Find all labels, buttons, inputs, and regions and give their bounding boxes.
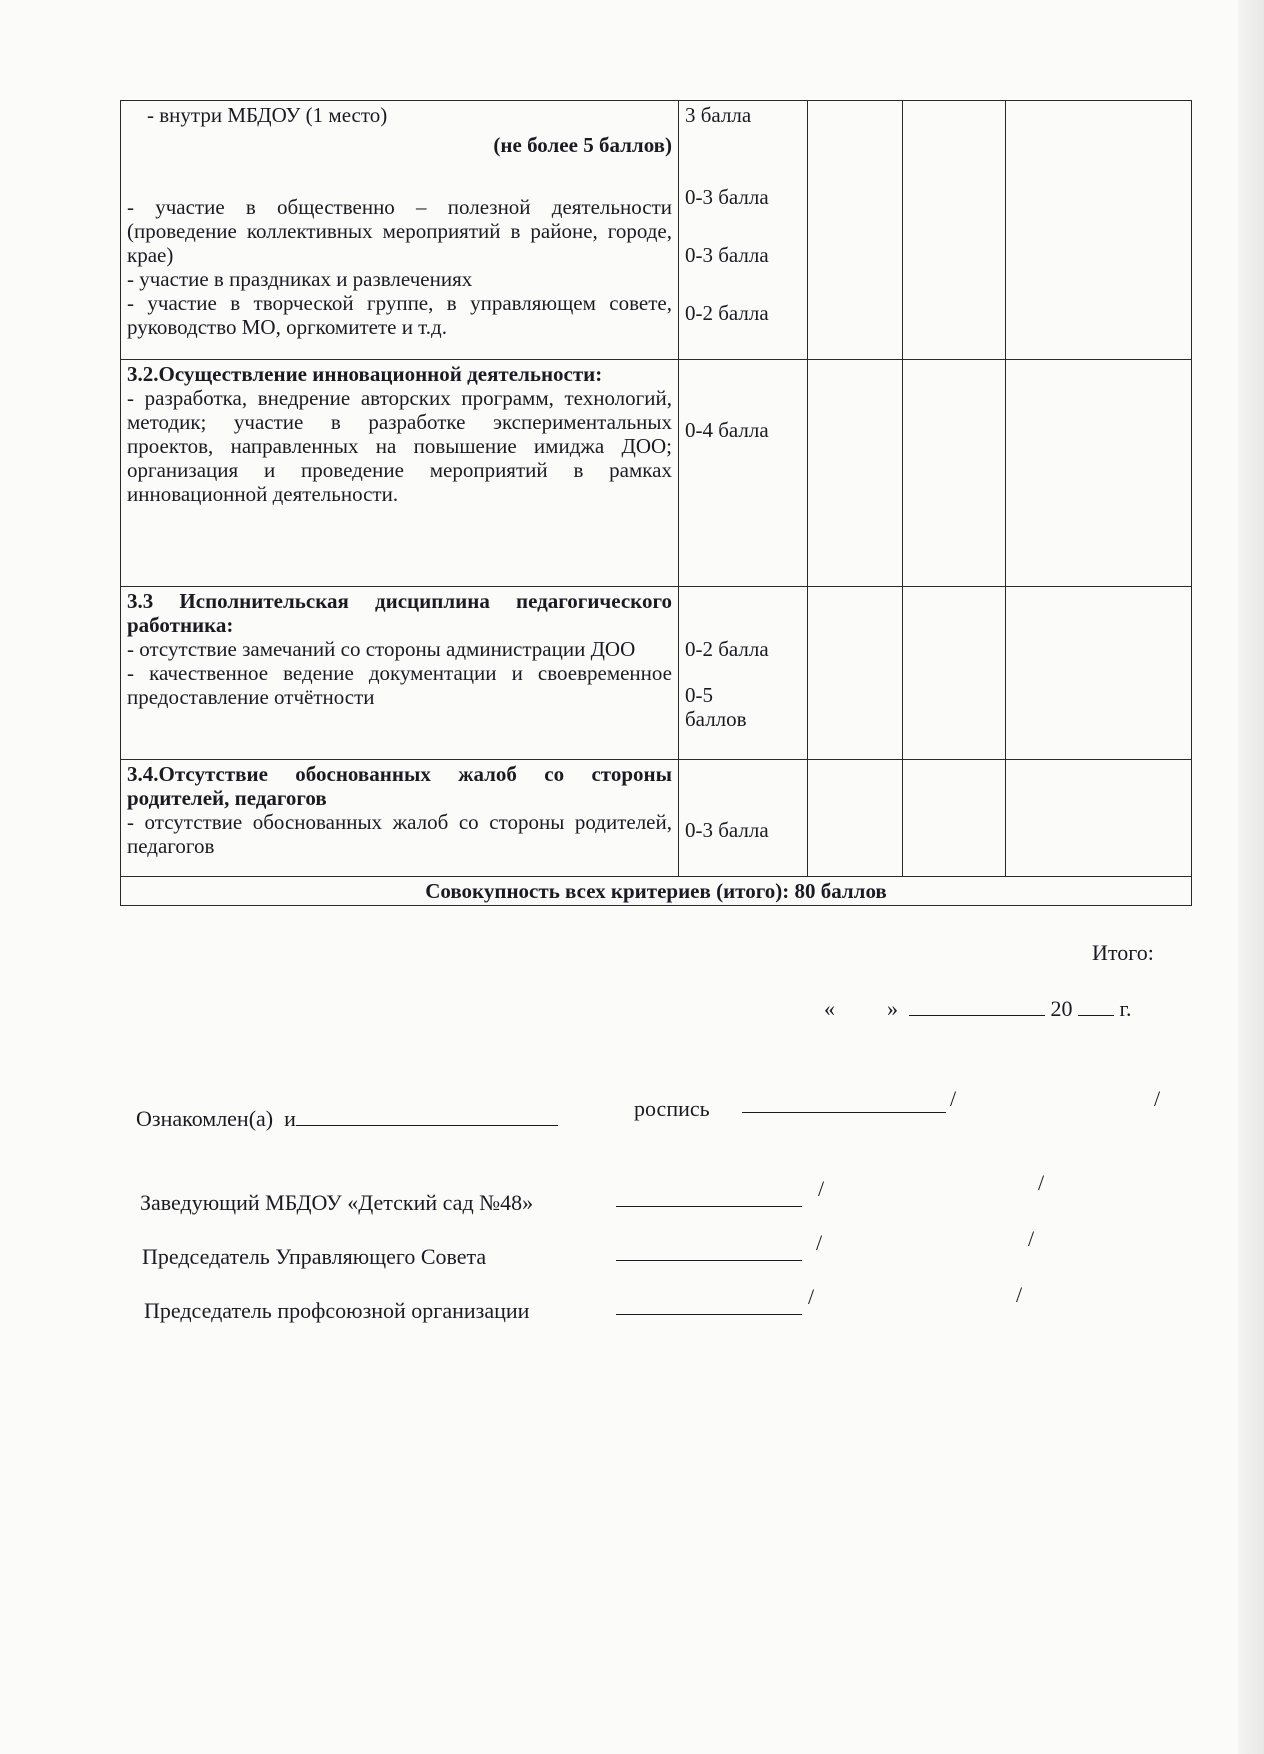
criterion-cell xyxy=(121,101,679,360)
date-close-quote: » xyxy=(887,996,898,1021)
slash: / xyxy=(816,1230,823,1255)
slash: / xyxy=(1038,1170,1045,1195)
points-value: 0-2 балла xyxy=(685,637,769,661)
council-signature-field[interactable] xyxy=(616,1242,802,1261)
slash: / xyxy=(1028,1226,1035,1251)
table-row xyxy=(121,360,1192,587)
criteria-table xyxy=(120,100,1192,906)
score-cell[interactable] xyxy=(808,760,903,877)
points-cell xyxy=(679,101,808,360)
table-row xyxy=(121,101,1192,360)
year-prefix: 20 xyxy=(1050,996,1073,1021)
criterion-line: - участие в творческой группе, в управляющем совете, руководство МО, оргкомитете и т.д. xyxy=(127,291,672,339)
points-value: 0-2 балла xyxy=(685,301,769,325)
table-row xyxy=(121,587,1192,760)
total-cell: Совокупность всех критериев (итого): 80 баллов xyxy=(121,877,1192,906)
points-value: 0-5 баллов xyxy=(685,683,747,731)
score-cell[interactable] xyxy=(903,360,1006,587)
month-field[interactable] xyxy=(909,997,1045,1016)
acquainted-field[interactable] xyxy=(296,1107,558,1126)
acquainted-line xyxy=(136,1106,558,1132)
criterion-cell xyxy=(121,760,679,877)
slash: / xyxy=(818,1176,825,1201)
slash: / xyxy=(1016,1282,1023,1307)
score-cell[interactable] xyxy=(903,587,1006,760)
criterion-line: - участие в общественно – полезной деятельности (проведение коллективных мероприятий в районе, городе, крае) xyxy=(127,195,672,267)
date-line xyxy=(824,996,1132,1022)
criterion-line: - качественное ведение документации и своевременное предоставление отчётности xyxy=(127,661,672,709)
score-cell[interactable] xyxy=(808,587,903,760)
criterion-heading: 3.2.Осуществление инновационной деятельности: xyxy=(127,362,603,386)
head-label: Заведующий МБДОУ «Детский сад №48» xyxy=(140,1190,534,1215)
points-cell xyxy=(679,587,808,760)
criterion-heading: 3.4.Отсутствие обоснованных жалоб со стороны родителей, педагогов xyxy=(127,762,672,810)
head-signature-field[interactable] xyxy=(616,1188,802,1207)
criterion-line: - участие в праздниках и развлечениях xyxy=(127,267,473,291)
page-edge-shadow xyxy=(1238,0,1264,1754)
criterion-cell xyxy=(121,360,679,587)
points-value: 0-3 балла xyxy=(685,185,769,209)
points-cell xyxy=(679,760,808,877)
points-value: 3 балла xyxy=(685,103,752,127)
criterion-line: - отсутствие замечаний со стороны администрации ДОО xyxy=(127,637,636,661)
union-signature-field[interactable] xyxy=(616,1296,802,1315)
total-row xyxy=(121,877,1192,906)
signature-label: роспись xyxy=(634,1096,710,1121)
criterion-text: - отсутствие обоснованных жалоб со стороны родителей, педагогов xyxy=(127,810,672,858)
score-cell[interactable] xyxy=(808,101,903,360)
table-row xyxy=(121,760,1192,877)
criterion-note: (не более 5 баллов) xyxy=(493,133,672,157)
score-cell[interactable] xyxy=(903,101,1006,360)
day-field[interactable] xyxy=(835,998,887,1016)
signature-field[interactable] xyxy=(742,1094,946,1113)
points-value: 0-3 балла xyxy=(685,243,769,267)
points-cell xyxy=(679,360,808,587)
score-cell[interactable] xyxy=(903,760,1006,877)
score-cell[interactable] xyxy=(808,360,903,587)
score-cell[interactable] xyxy=(1006,587,1192,760)
council-label: Председатель Управляющего Совета xyxy=(142,1244,487,1269)
year-field[interactable] xyxy=(1078,997,1114,1016)
year-suffix: г. xyxy=(1119,996,1132,1021)
criterion-line: - внутри МБДОУ (1 место) xyxy=(147,103,388,127)
score-cell[interactable] xyxy=(1006,101,1192,360)
slash: / xyxy=(1154,1086,1161,1111)
score-cell[interactable] xyxy=(1006,360,1192,587)
acquainted-label: Ознакомлен(а) и xyxy=(136,1106,296,1131)
points-value: 0-4 балла xyxy=(685,418,769,442)
criterion-cell xyxy=(121,587,679,760)
slash: / xyxy=(808,1284,815,1309)
criterion-text: - разработка, внедрение авторских программ, технологий, методик; участие в разработке экспериментальных проектов, направленных на повышение имиджа ДОО; организация и проведение мероприятий в рамках инновационной деятельности. xyxy=(127,386,672,506)
points-value: 0-3 балла xyxy=(685,818,769,842)
union-label: Председатель профсоюзной организации xyxy=(144,1298,530,1323)
criterion-heading: 3.3 Исполнительская дисциплина педагогического работника: xyxy=(127,589,672,637)
itogo-label: Итого: xyxy=(1092,940,1154,965)
score-cell[interactable] xyxy=(1006,760,1192,877)
date-open-quote: « xyxy=(824,996,835,1021)
slash: / xyxy=(950,1086,957,1111)
